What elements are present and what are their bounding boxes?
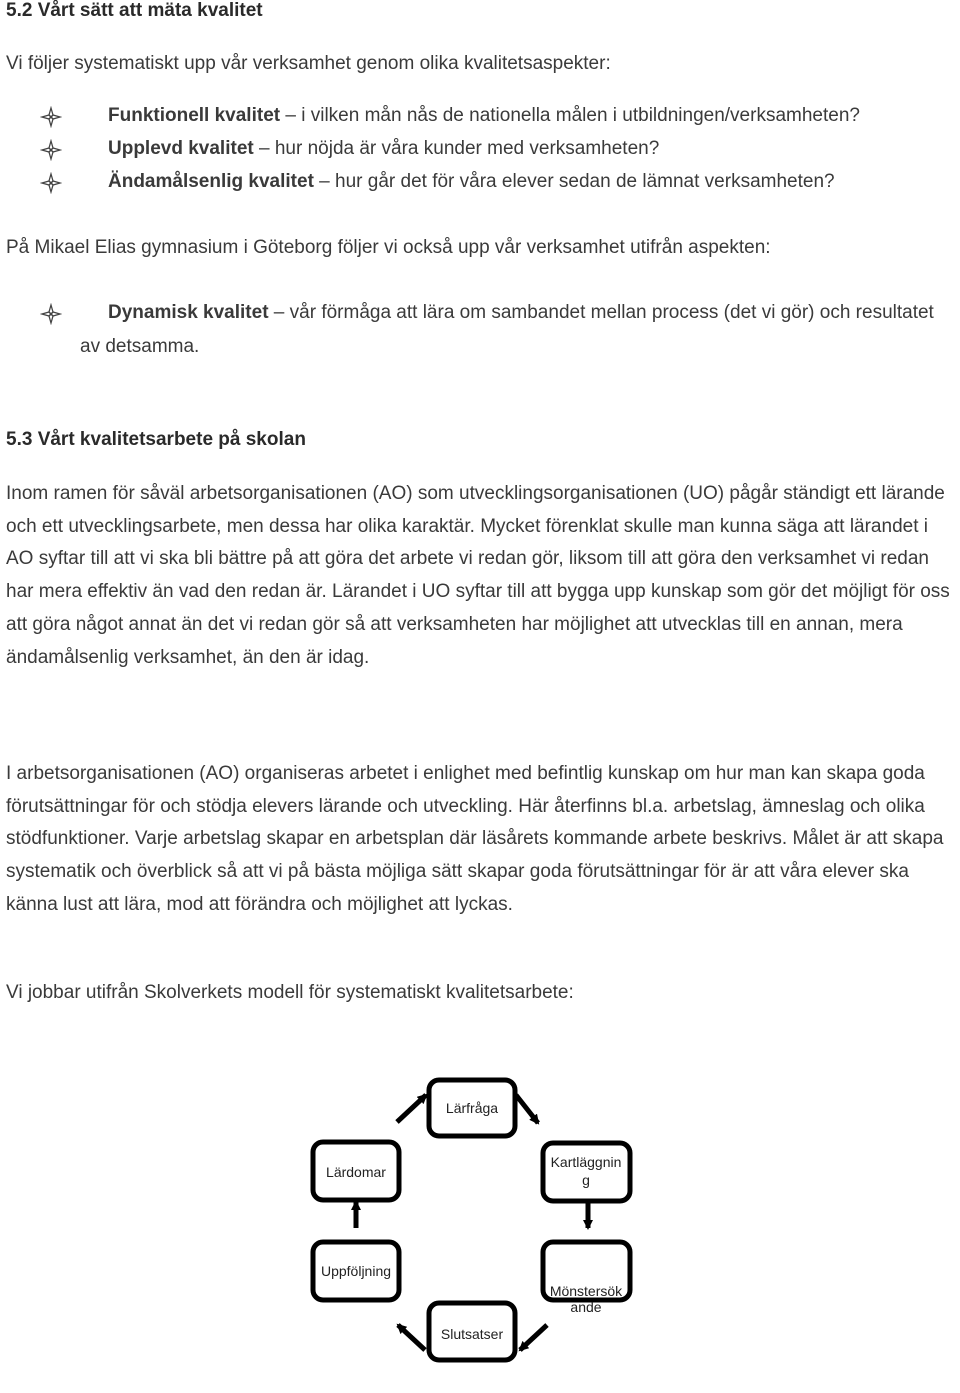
intro-text: Vi följer systematiskt upp vår verksamhet genom olika kvalitetsaspekter: — [6, 53, 611, 74]
dynamic-quality-item — [80, 296, 940, 364]
cycle-label-larfraga: Lärfråga — [445, 1100, 499, 1116]
cycle-label-kartlaggning-1: Kartläggnin — [550, 1154, 622, 1170]
cycle-label-uppfoljning: Uppföljning — [320, 1263, 392, 1279]
diamond-bullet-icon — [40, 106, 62, 128]
aspect-text: – hur går det för våra elever sedan de lämnat verksamheten? — [313, 171, 835, 192]
section-heading-5-2: 5.2 Vårt sätt att mäta kvalitet — [6, 0, 263, 21]
diamond-bullet-icon — [40, 303, 62, 325]
school-intro-text: På Mikael Elias gymnasium i Göteborg följer vi också upp vår verksamhet utifrån aspekten: — [6, 237, 771, 258]
aspect-title: Ändamålsenlig kvalitet — [108, 171, 314, 192]
cycle-label-lardomar: Lärdomar — [326, 1164, 386, 1180]
aspect-text: – i vilken mån nås de nationella målen i utbildningen/verksamheten? — [280, 105, 860, 126]
cycle-label-slutsatser: Slutsatser — [440, 1326, 504, 1342]
cycle-label-monstersokande-1: Mönstersök — [549, 1283, 623, 1299]
cycle-label-monstersokande-2: ande — [570, 1299, 602, 1315]
aspect-title: Funktionell kvalitet — [108, 105, 281, 126]
section-heading-5-3: 5.3 Vårt kvalitetsarbete på skolan — [6, 429, 306, 450]
aspect-item — [108, 133, 659, 165]
diamond-bullet-icon — [40, 139, 62, 161]
diamond-bullet-icon — [40, 172, 62, 194]
cycle-label-kartlaggning-2: g — [582, 1172, 590, 1188]
aspect-item — [108, 166, 835, 198]
paragraph-ao-uo: Inom ramen för såväl arbetsorganisationen (AO) som utvecklingsorganisationen (UO) pågår ständigt ett lärande och ett utvecklingsarbete, men dessa har olika karaktär. Mycket förenklat skulle man kunna säga att lärandet i AO syftar till att vi ska bli bättre på att göra det arbete vi redan gör, liksom till att göra den verksamhet vi redan har mera effektiv än vad den redan är. Lärandet i UO syftar till att bygga upp kunskap som gör det möjligt för oss att göra något annat än det vi redan gör så att verksamheten har möjlighet att utvecklas till en annan, mera ändamålsenlig verksamhet, än den är idag. — [6, 483, 950, 668]
paragraph-model-intro: Vi jobbar utifrån Skolverkets modell för systematiskt kvalitetsarbete: — [6, 982, 574, 1003]
cycle-boxes — [313, 1080, 630, 1360]
paragraph-ao: I arbetsorganisationen (AO) organiseras arbetet i enlighet med befintlig kunskap om hur man kan skapa goda förutsättningar för och stödja elevers lärande och utveckling. Här återfinns bl.a. arbetslag, ämneslag och olika stödfunktioner. Varje arbetslag skapar en arbetsplan där läsårets kommande arbete beskrivs. Målet är att skapa systematik och överblick så att vi på bästa möjliga sätt skapar goda förutsättningar för är att våra elever ska känna lust att lära, mod att förändra och möjlighet att lyckas. — [6, 763, 944, 915]
aspect-item — [108, 100, 860, 132]
quality-cycle-diagram — [0, 1060, 960, 1393]
aspect-title: Upplevd kvalitet — [108, 138, 254, 159]
aspect-text: – vår förmåga att lära om sambandet mellan process (det vi gör) och resultatet av detsamma. — [80, 302, 934, 357]
aspect-text: – hur nöjda är våra kunder med verksamheten? — [253, 138, 660, 159]
aspect-title: Dynamisk kvalitet — [108, 302, 269, 323]
